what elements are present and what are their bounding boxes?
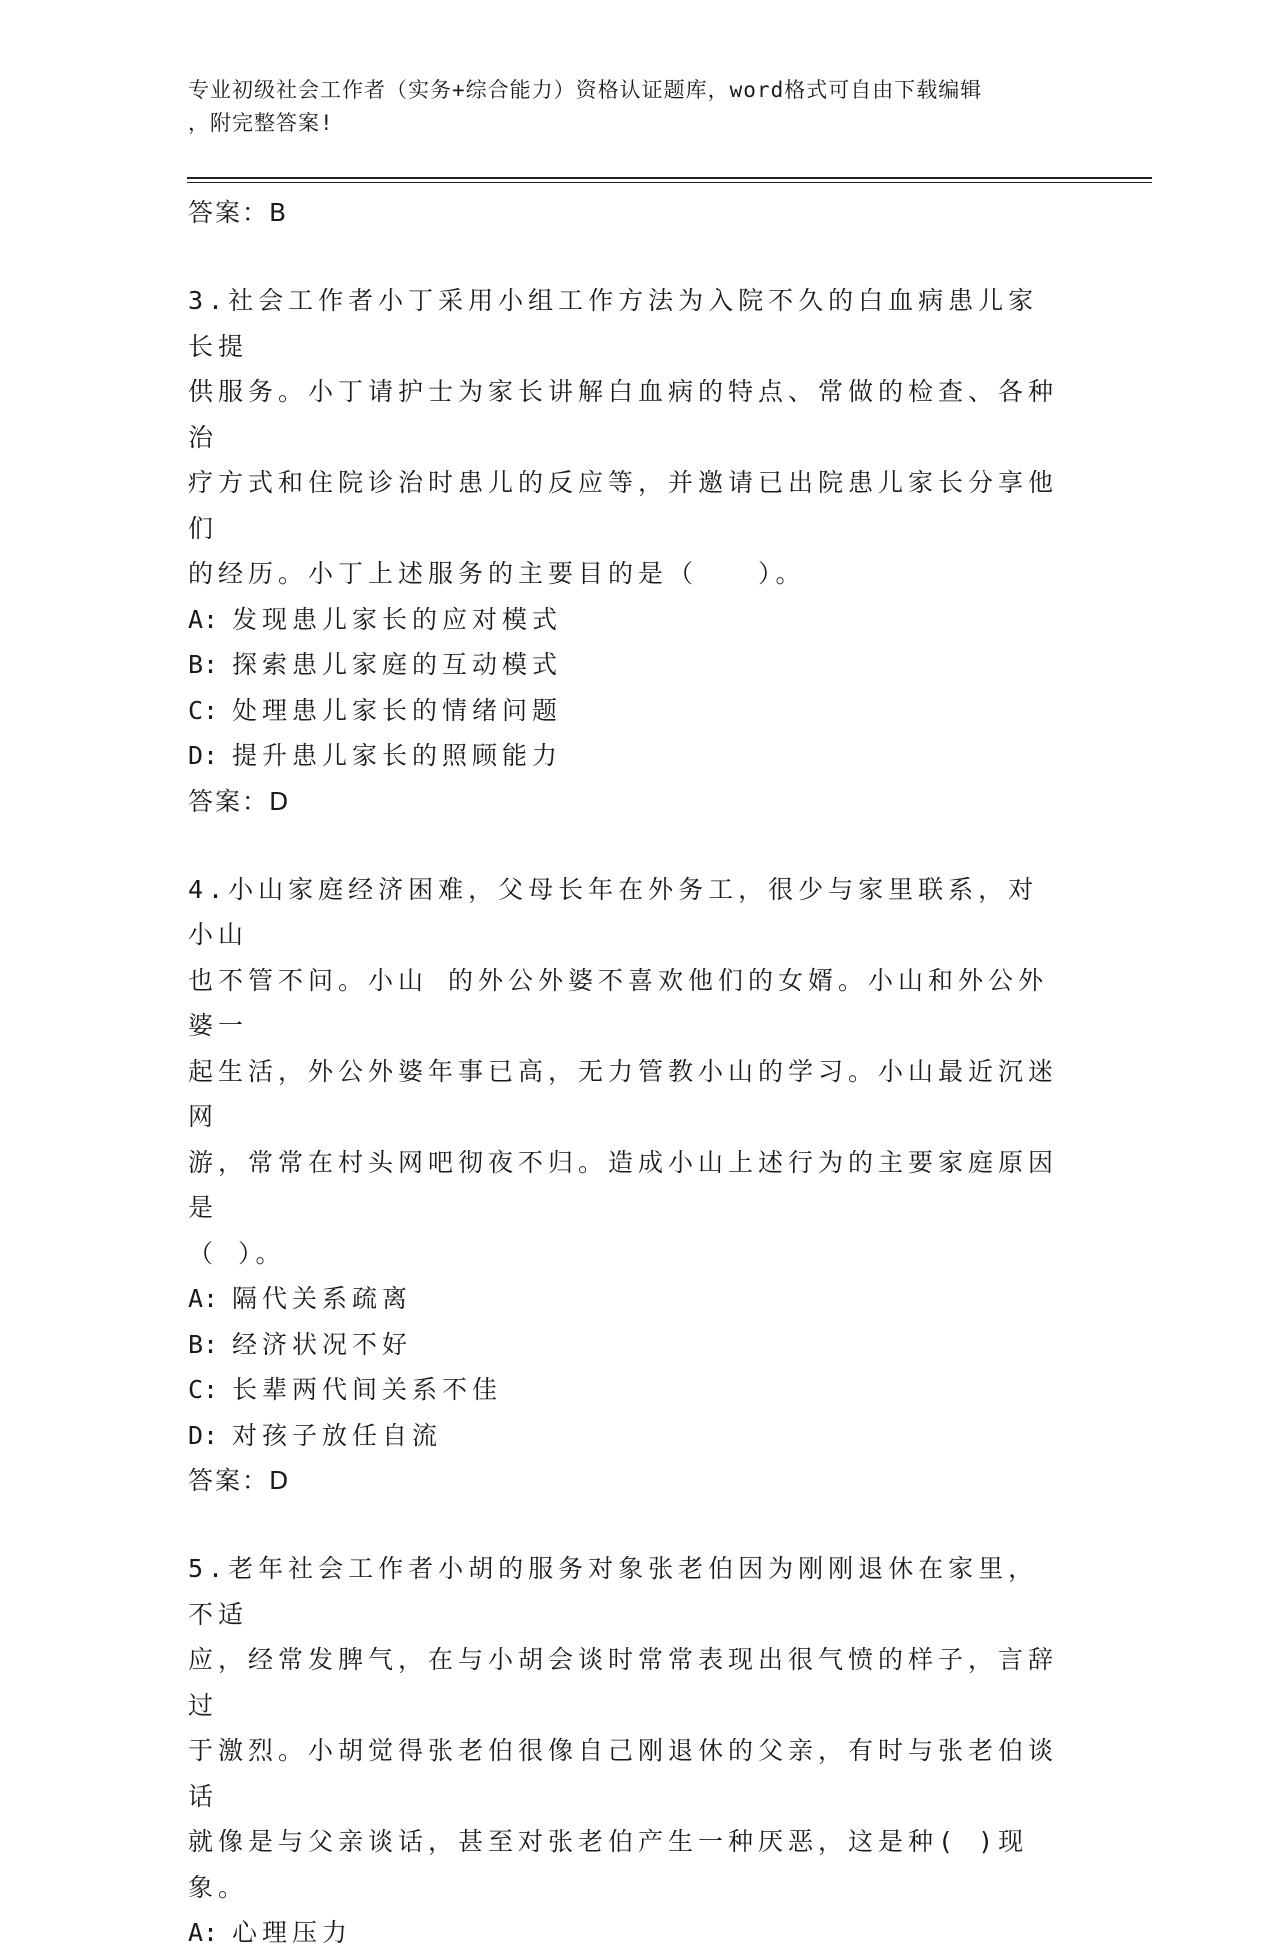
option-item <box>188 597 1068 643</box>
question-text <box>188 1546 1068 1910</box>
document-body <box>188 190 1068 1956</box>
question-text <box>188 867 1068 1277</box>
option-text: 心理压力 <box>232 1918 353 1947</box>
question-text <box>188 278 1068 597</box>
header-rule-thin <box>187 182 1152 183</box>
option-text: 提升患儿家长的照顾能力 <box>232 741 563 770</box>
option-text: 长辈两代间关系不佳 <box>232 1375 503 1404</box>
question-line: （ ）。 <box>188 1238 286 1268</box>
question-line: 游，常常在村头网吧彻夜不归。造成小山上述行为的主要家庭原因 是 <box>188 1147 1059 1222</box>
option-letter: C: <box>188 695 219 725</box>
option-item <box>188 1322 1068 1368</box>
question-line: 应，经常发脾气，在与小胡会谈时常常表现出很气愤的样子，言辞过 <box>188 1645 1059 1720</box>
question-line: 也不管不问。小山 的外公外婆不喜欢他们的女婿。小山和外公外婆一 <box>188 965 1049 1040</box>
option-letter: A: <box>188 1918 219 1947</box>
option-text: 探索患儿家庭的互动模式 <box>232 650 563 679</box>
option-item <box>188 642 1068 688</box>
question-line: 疗方式和住院诊治时患儿的反应等，并邀请已出院患儿家长分享他们 <box>188 468 1059 543</box>
question-line: 供服务。小丁请护士为家长讲解白血病的特点、常做的检查、各种治 <box>188 377 1059 452</box>
option-letter: C: <box>188 1375 219 1404</box>
question-line: 就像是与父亲谈话，甚至对张老伯产生一种厌恶，这是种( )现象。 <box>188 1827 1029 1902</box>
question-line: 3.社会工作者小丁采用小组工作方法为入院不久的白血病患儿家长提 <box>188 286 1039 361</box>
option-item <box>188 1413 1068 1459</box>
question-line: 起生活，外公外婆年事已高，无力管教小山的学习。小山最近沉迷网 <box>188 1056 1059 1131</box>
question-line: 的经历。小丁上述服务的主要目的是（ ）。 <box>188 559 806 588</box>
option-letter: D: <box>188 741 219 770</box>
option-item <box>188 1910 1068 1956</box>
option-text: 经济状况不好 <box>232 1329 413 1359</box>
option-text: 处理患儿家长的情绪问题 <box>232 695 563 725</box>
answer-line: 答案：B <box>188 198 289 227</box>
option-text: 隔代关系疏离 <box>232 1284 413 1313</box>
option-item <box>188 1367 1068 1413</box>
option-letter: A: <box>188 604 219 634</box>
option-item <box>188 688 1068 734</box>
option-item <box>188 1276 1068 1322</box>
header-line-2: ，附完整答案! <box>188 111 334 135</box>
option-letter: B: <box>188 650 219 679</box>
option-letter: D: <box>188 1420 219 1450</box>
header-rule-thick <box>187 177 1152 179</box>
question-line: 于激烈。小胡觉得张老伯很像自己刚退休的父亲，有时与张老伯谈话 <box>188 1736 1059 1811</box>
question-line: 5.老年社会工作者小胡的服务对象张老伯因为刚刚退休在家里，不适 <box>188 1554 1039 1629</box>
answer-line: 答案：D <box>188 1466 291 1495</box>
option-letter: A: <box>188 1284 219 1313</box>
answer-line: 答案：D <box>188 786 291 816</box>
option-item <box>188 733 1068 779</box>
option-text: 发现患儿家长的应对模式 <box>232 604 563 634</box>
question-line: 4.小山家庭经济困难，父母长年在外务工，很少与家里联系，对小山 <box>188 874 1039 949</box>
header-line-1: 专业初级社会工作者（实务+综合能力）资格认证题库，word格式可自由下载编辑 <box>188 78 983 102</box>
page-header <box>188 74 1088 140</box>
option-letter: B: <box>188 1329 219 1359</box>
option-text: 对孩子放任自流 <box>232 1420 443 1450</box>
